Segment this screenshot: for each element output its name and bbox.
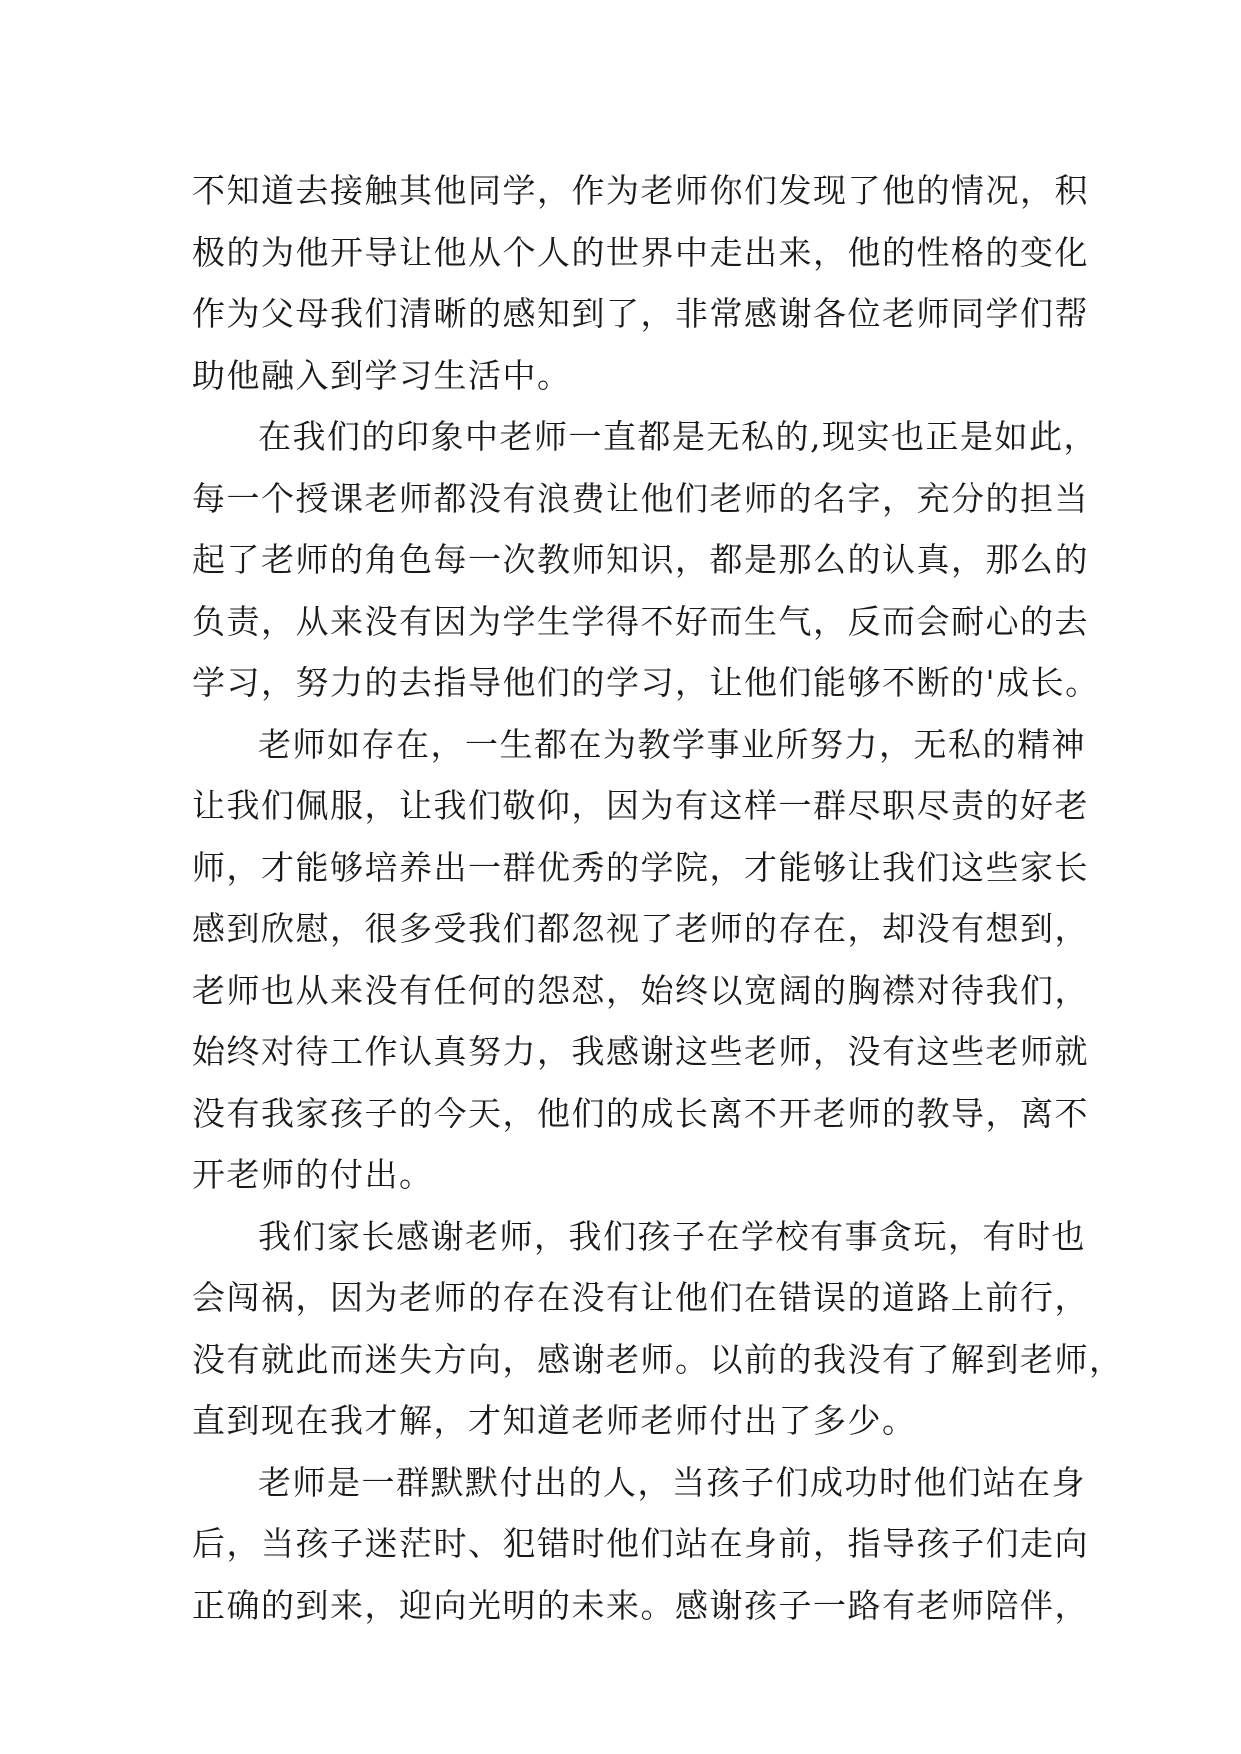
paragraph-first-line: 我们家长感谢老师，我们孩子在学校有事贪玩，有时也 — [258, 1216, 1086, 1256]
text-line: 老师也从来没有任何的怨怼，始终以宽阔的胸襟对待我们， — [192, 970, 1089, 1010]
text-line: 作为父母我们清晰的感知到了，非常感谢各位老师同学们帮 — [192, 294, 1089, 333]
text-line: 让我们佩服，让我们敬仰，因为有这样一群尽职尽责的好老 — [192, 786, 1089, 825]
paragraph-first-line: 在我们的印象中老师一直都是无私的,现实也正是如此， — [258, 417, 1098, 456]
text-line: 会闯祸，因为老师的存在没有让他们在错误的道路上前行， — [192, 1278, 1089, 1317]
text-line: 没有我家孩子的今天，他们的成长离不开老师的教导，离不 — [192, 1093, 1089, 1133]
text-line: 师，才能够培养出一群优秀的学院，才能够让我们这些家长 — [192, 847, 1089, 887]
text-line: 负责，从来没有因为学生学得不好而生气，反而会耐心的去 — [192, 601, 1089, 641]
text-line: 没有就此而迷失方向，感谢老师。以前的我没有了解到老师， — [192, 1339, 1124, 1379]
text-line: 学习，努力的去指导他们的学习，让他们能够不断的'成长。 — [192, 663, 1100, 702]
paragraph-first-line: 老师是一群默默付出的人，当孩子们成功时他们站在身 — [258, 1462, 1086, 1502]
text-line: 助他融入到学习生活中。 — [192, 355, 572, 395]
text-line: 正确的到来，迎向光明的未来。感谢孩子一路有老师陪伴， — [192, 1585, 1089, 1625]
paragraph-first-line: 老师如存在，一生都在为教学事业所努力，无私的精神 — [258, 724, 1086, 764]
text-line: 后，当孩子迷茫时、犯错时他们站在身前，指导孩子们走向 — [192, 1524, 1089, 1563]
document-body — [192, 160, 1124, 1636]
text-line: 开老师的付出。 — [192, 1155, 434, 1194]
text-line: 起了老师的角色每一次教师知识，都是那么的认真，那么的 — [192, 540, 1089, 579]
text-line: 直到现在我才解，才知道老师老师付出了多少。 — [192, 1401, 917, 1440]
text-line: 感到欣慰，很多受我们都忽视了老师的存在，却没有想到， — [192, 909, 1089, 948]
text-line: 每一个授课老师都没有浪费让他们老师的名字，充分的担当 — [192, 478, 1089, 518]
text-line: 不知道去接触其他同学，作为老师你们发现了他的情况，积 — [192, 171, 1089, 210]
text-line: 始终对待工作认真努力，我感谢这些老师，没有这些老师就 — [192, 1032, 1089, 1071]
text-line: 极的为他开导让他从个人的世界中走出来，他的性格的变化 — [192, 232, 1089, 272]
